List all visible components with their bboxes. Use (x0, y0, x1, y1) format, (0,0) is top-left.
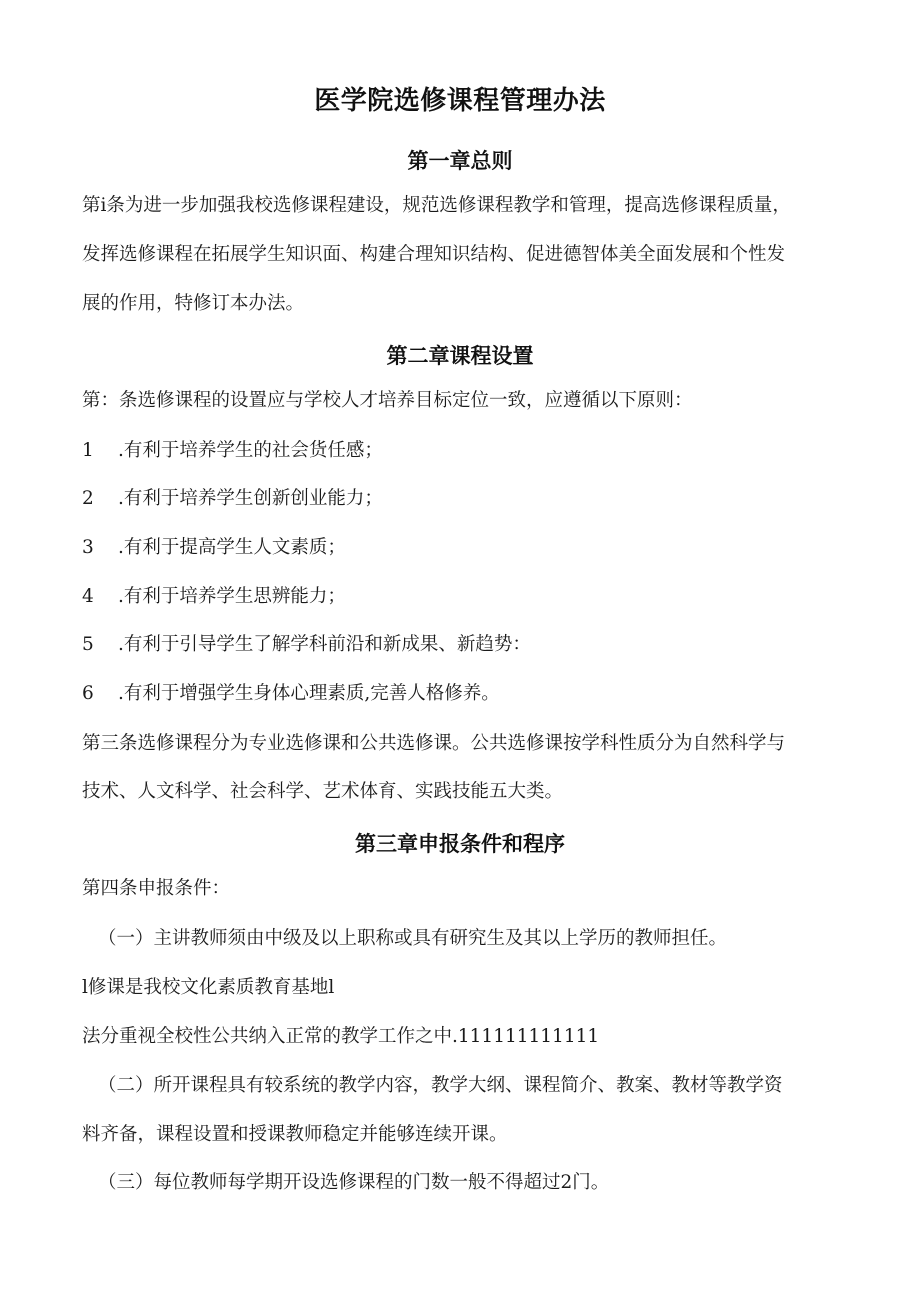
principle-text: .有利于引导学生了解学科前沿和新成果、新趋势： (118, 634, 531, 655)
article-2: 第：条选修课程的设置应与学校人才培养目标定位一致，应遵循以下原则： (82, 390, 693, 411)
document-title: 医学院选修课程管理办法 (314, 86, 606, 116)
principle-item (82, 633, 531, 657)
article-1-line-2: 发挥选修课程在拓展学生知识面、构建合理知识结构、促进德智体美全面发展和个性发 (82, 244, 786, 265)
principle-number: 4 (82, 586, 94, 607)
principle-text: .有利于培养学生的社会货任感； (118, 440, 383, 461)
article-3-line-2: 技术、人文科学、社会科学、艺术体育、实践技能五大类。 (82, 781, 564, 802)
principle-item (82, 682, 500, 706)
condition-1: （一）主讲教师须由中级及以上职称或具有研究生及其以上学历的教师担任。 (98, 928, 728, 949)
principle-item (82, 439, 383, 463)
principle-text: .有利于培养学生思辨能力； (118, 586, 346, 607)
principle-text: .有利于培养学生创新创业能力； (118, 488, 383, 509)
principle-number: 1 (82, 440, 94, 461)
condition-2-line-1: （二）所开课程具有较系统的教学内容，教学大纲、课程简介、教案、教材等教学资 (98, 1075, 783, 1096)
condition-3: （三）每位教师每学期开设选修课程的门数一般不得超过2门。 (98, 1172, 610, 1193)
principle-number: 3 (82, 537, 94, 558)
principle-number: 6 (82, 683, 94, 704)
principle-item (82, 536, 346, 560)
principle-item (82, 487, 383, 511)
article-1-line-1: 第i条为进一步加强我校选修课程建设，规范选修课程教学和管理，提高选修课程质量， (82, 195, 791, 216)
chapter-3-heading: 第三章申报条件和程序 (355, 832, 565, 856)
principle-text: .有利于提高学生人文素质； (118, 537, 346, 558)
chapter-1-heading: 第一章总则 (407, 149, 513, 173)
article-1-line-3: 展的作用，特修订本办法。 (82, 293, 305, 314)
principle-text: .有利于增强学生身体心理素质,完善人格修养。 (118, 683, 500, 704)
principle-number: 5 (82, 634, 94, 655)
text-fragment-1: l修课是我校文化素质教育基地l (82, 977, 335, 998)
principle-number: 2 (82, 488, 94, 509)
article-3-line-1: 第三条选修课程分为专业选修课和公共选修课。公共选修课按学科性质分为自然科学与 (82, 733, 786, 754)
text-fragment-2: 法分重视全校性公共纳入正常的教学工作之中.111111111111 (82, 1026, 600, 1047)
condition-2-line-2: 料齐备，课程设置和授课教师稳定并能够连续开课。 (82, 1124, 508, 1145)
article-4: 第四条申报条件： (82, 878, 231, 899)
chapter-2-heading: 第二章课程设置 (386, 344, 534, 368)
principle-item (82, 585, 346, 609)
